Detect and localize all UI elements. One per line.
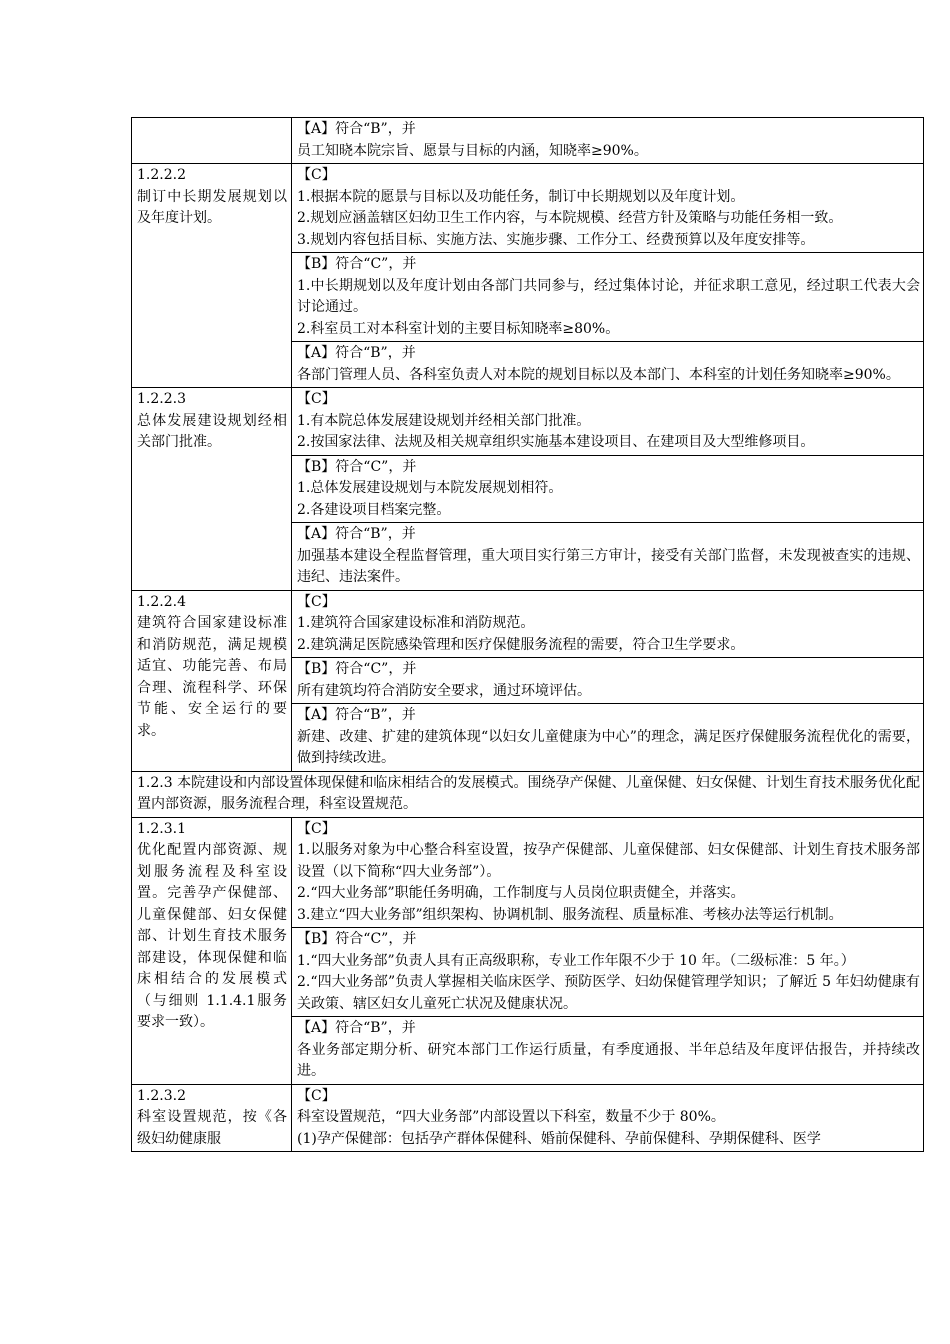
criteria-line: (1)孕产保健部：包括孕产群体保健科、婚前保健科、孕前保健科、孕期保健科、医学 xyxy=(297,1130,821,1147)
blank-item-cell xyxy=(132,118,292,164)
section-heading: 1.2.3 本院建设和内部设置体现保健和临床相结合的发展模式。围绕孕产保健、儿童保健、妇女保健、计划生育技术服务优化配置内部资源，服务流程合理，科室设置规范。 xyxy=(137,774,920,812)
item-title: 总体发展建设规划经相关部门批准。 xyxy=(137,412,287,450)
criteria-a-cell xyxy=(292,118,924,164)
grade-heading: 【A】符合“B”，并 xyxy=(297,121,416,137)
item-code: 1.2.3.1 xyxy=(137,820,186,837)
item-title: 科室设置规范，按《各级妇幼健康服 xyxy=(137,1109,287,1147)
criteria-line: 2.规划应涵盖辖区妇幼卫生工作内容，与本院规模、经营方针及策略与功能任务相一致。 xyxy=(297,210,843,226)
table-row xyxy=(132,771,924,817)
grade-heading: 【A】符合“B”，并 xyxy=(297,526,416,542)
criteria-line: 科室设置规范，“四大业务部”内部设置以下科室，数量不少于 80%。 xyxy=(297,1109,725,1125)
criteria-b-cell xyxy=(292,928,924,1017)
item-cell xyxy=(132,817,292,1084)
criteria-line: 各业务部定期分析、研究本部门工作运行质量，有季度通报、半年总结及年度评估报告，并持续改进。 xyxy=(297,1041,920,1079)
item-title: 建筑符合国家建设标准和消防规范，满足规模适宜、功能完善、布局合理、流程科学、环保节能、安全运行的要求。 xyxy=(137,615,287,739)
criteria-a-cell xyxy=(292,704,924,772)
criteria-c-cell xyxy=(292,590,924,658)
grade-heading: 【A】符合“B”，并 xyxy=(297,1020,416,1036)
table-row xyxy=(132,388,924,456)
grade-heading: 【C】 xyxy=(297,391,336,407)
criteria-line: 3.建立“四大业务部”组织架构、协调机制、服务流程、质量标准、考核办法等运行机制。 xyxy=(297,906,843,923)
item-cell xyxy=(132,590,292,771)
criteria-line: 1.根据本院的愿景与目标以及功能任务，制订中长期规划以及年度计划。 xyxy=(297,188,745,205)
grade-heading: 【B】符合“C”，并 xyxy=(297,458,417,475)
grade-heading: 【B】符合“C”，并 xyxy=(297,931,417,947)
criteria-line: 2.建筑满足医院感染管理和医疗保健服务流程的需要，符合卫生学要求。 xyxy=(297,636,745,653)
grade-heading: 【A】符合“B”，并 xyxy=(297,707,416,723)
criteria-line: 所有建筑均符合消防安全要求，通过环境评估。 xyxy=(297,682,591,699)
table-row xyxy=(132,164,924,253)
grade-heading: 【A】符合“B”，并 xyxy=(297,345,416,361)
criteria-line: 1.建筑符合国家建设标准和消防规范。 xyxy=(297,615,535,631)
criteria-line: 2.各建设项目档案完整。 xyxy=(297,501,451,518)
criteria-line: 新建、改建、扩建的建筑体现“以妇女儿童健康为中心”的理念，满足医疗保健服务流程优化的需要，做到持续改进。 xyxy=(297,728,920,766)
criteria-line: 2.“四大业务部”职能任务明确，工作制度与人员岗位职责健全，并落实。 xyxy=(297,885,745,901)
table-row xyxy=(132,817,924,928)
item-title: 优化配置内部资源、规划服务流程及科室设置。完善孕产保健部、儿童保健部、妇女保健部、计划生育技术服务部建设，体现保健和临床相结合的发展模式（与细则 1.1.4.1服务要求一致）。 xyxy=(137,842,287,1030)
section-heading-cell xyxy=(132,771,924,817)
grade-heading: 【C】 xyxy=(297,1087,336,1104)
item-cell xyxy=(132,164,292,388)
criteria-c-cell xyxy=(292,1084,924,1152)
standards-table xyxy=(131,117,924,1152)
item-code: 1.2.3.2 xyxy=(137,1087,186,1104)
item-title: 制订中长期发展规划以及年度计划。 xyxy=(137,188,287,226)
table-row xyxy=(132,590,924,658)
criteria-line: 1.中长期规划以及年度计划由各部门共同参与，经过集体讨论，并征求职工意见，经过职工代表大会讨论通过。 xyxy=(297,277,920,315)
item-code: 1.2.2.3 xyxy=(137,391,186,407)
criteria-line: 1.“四大业务部”负责人具有正高级职称，专业工作年限不少于 10 年。（二级标准：5 年。） xyxy=(297,952,855,969)
criteria-c-cell xyxy=(292,817,924,928)
table-row xyxy=(132,118,924,164)
grade-heading: 【C】 xyxy=(297,593,336,610)
grade-heading: 【B】符合“C”，并 xyxy=(297,256,417,272)
item-cell xyxy=(132,1084,292,1152)
grade-heading: 【C】 xyxy=(297,820,336,837)
table-body xyxy=(132,118,924,1152)
criteria-line: 员工知晓本院宗旨、愿景与目标的内涵，知晓率≥90%。 xyxy=(297,142,648,159)
item-code: 1.2.2.2 xyxy=(137,167,186,183)
criteria-c-cell xyxy=(292,164,924,253)
grade-heading: 【B】符合“C”，并 xyxy=(297,661,417,677)
criteria-line: 2.科室员工对本科室计划的主要目标知晓率≥80%。 xyxy=(297,320,620,337)
criteria-line: 1.有本院总体发展建设规划并经相关部门批准。 xyxy=(297,412,591,429)
criteria-line: 3.规划内容包括目标、实施方法、实施步骤、工作分工、经费预算以及年度安排等。 xyxy=(297,231,815,248)
criteria-line: 1.以服务对象为中心整合科室设置，按孕产保健部、儿童保健部、妇女保健部、计划生育技术服务部设置（以下简称“四大业务部”）。 xyxy=(297,842,920,880)
criteria-b-cell xyxy=(292,658,924,704)
criteria-line: 1.总体发展建设规划与本院发展规划相符。 xyxy=(297,480,563,496)
criteria-line: 2.“四大业务部”负责人掌握相关临床医学、预防医学、妇幼保健管理学知识；了解近 5 年妇幼健康有关政策、辖区妇女儿童死亡状况及健康状况。 xyxy=(297,974,920,1012)
criteria-b-cell xyxy=(292,253,924,342)
item-code: 1.2.2.4 xyxy=(137,593,186,610)
criteria-b-cell xyxy=(292,455,924,523)
criteria-a-cell xyxy=(292,523,924,591)
criteria-line: 2.按国家法律、法规及相关规章组织实施基本建设项目、在建项目及大型维修项目。 xyxy=(297,434,815,450)
table-row xyxy=(132,1084,924,1152)
criteria-a-cell xyxy=(292,342,924,388)
item-cell xyxy=(132,388,292,591)
criteria-c-cell xyxy=(292,388,924,456)
criteria-line: 加强基本建设全程监督管理，重大项目实行第三方审计，接受有关部门监督，未发现被查实的违规、违纪、违法案件。 xyxy=(297,547,920,585)
criteria-line: 各部门管理人员、各科室负责人对本院的规划目标以及本部门、本科室的计划任务知晓率≥90%。 xyxy=(297,366,900,383)
criteria-a-cell xyxy=(292,1017,924,1085)
grade-heading: 【C】 xyxy=(297,167,336,183)
